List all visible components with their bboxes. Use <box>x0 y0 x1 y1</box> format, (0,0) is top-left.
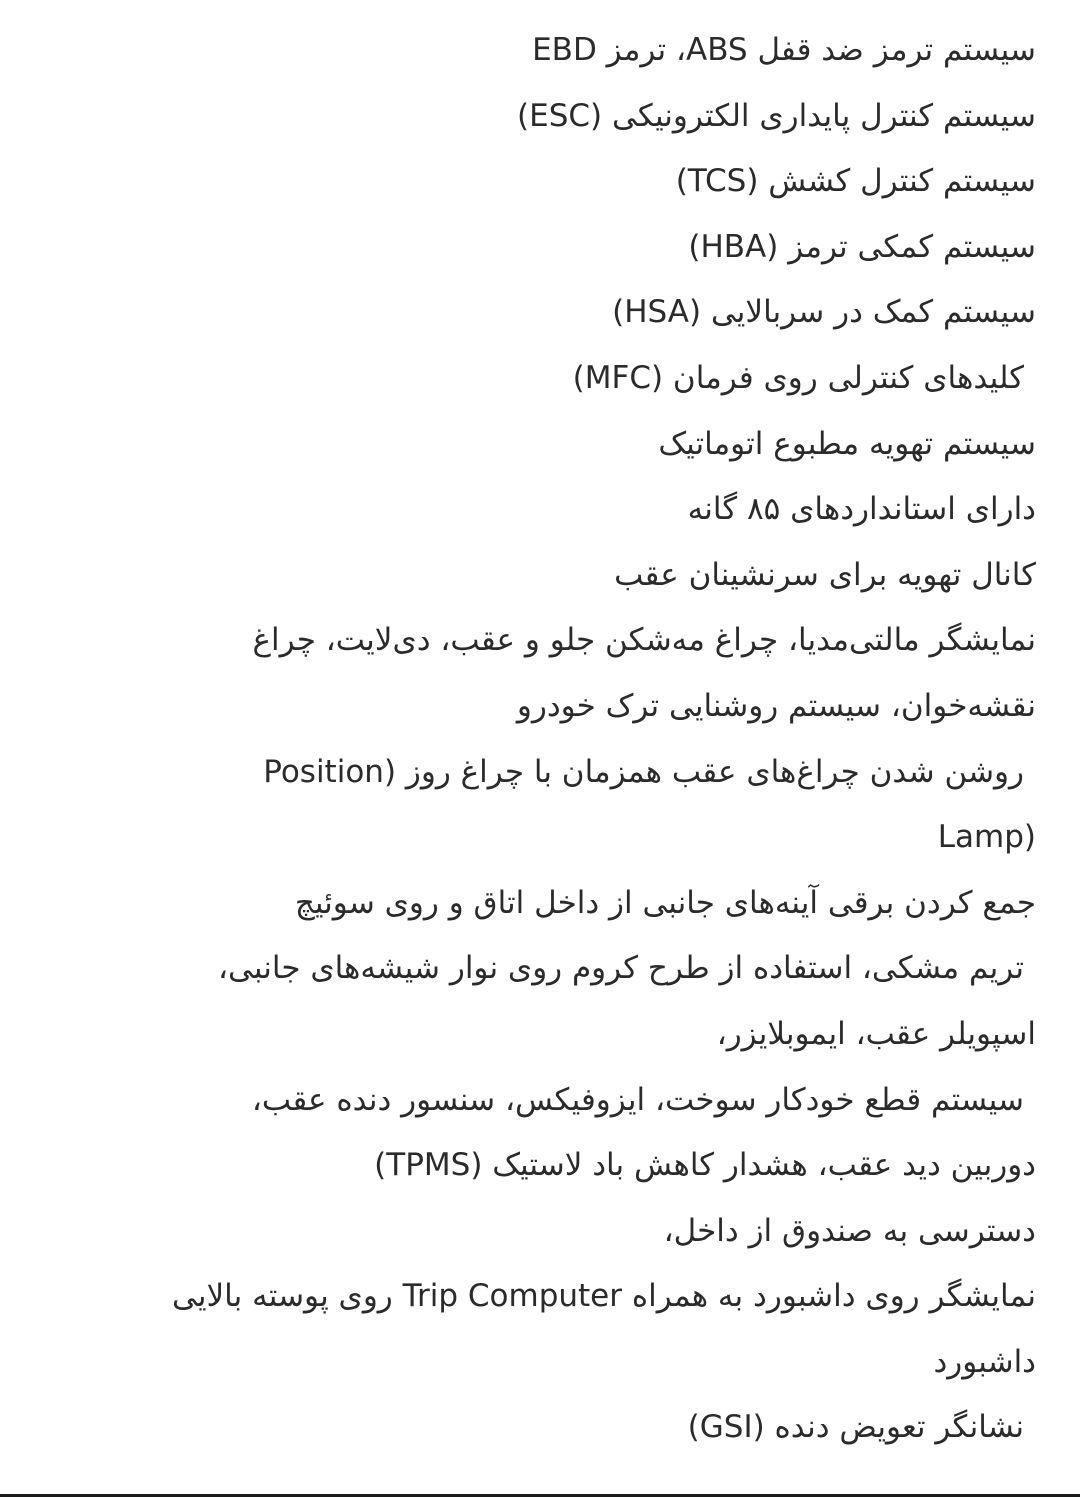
feature-line-auto-ac: سیستم تهویه مطبوع اتوماتیک <box>658 425 1036 462</box>
feature-line-hsa: سیستم کمک در سربالایی (HSA) <box>612 294 1036 331</box>
feature-line-tcs: سیستم کنترل کشش (TCS) <box>675 163 1036 200</box>
feature-line-abs-ebd: سیستم ترمز ضد قفل ABS، ترمز EBD <box>532 32 1036 68</box>
feature-line-mfc: کلیدهای کنترلی روی فرمان (MFC) <box>572 359 1024 396</box>
feature-line-trim-2: اسپویلر عقب، ایموبلایزر، <box>716 1015 1036 1052</box>
feature-line-position-lamp-2: Lamp) <box>937 819 1036 856</box>
feature-line-trunk-access: دسترسی به صندوق از داخل، <box>663 1212 1036 1249</box>
feature-line-standards: دارای استانداردهای ۸۵ گانه <box>687 491 1036 528</box>
feature-line-position-lamp-1: روشن شدن چراغ‌های عقب همزمان با چراغ روز (Position <box>263 753 1024 790</box>
feature-list-document <box>36 18 1036 1461</box>
feature-line-trip-computer-2: داشبورد <box>933 1343 1036 1380</box>
feature-line-mirrors: جمع کردن برقی آینه‌های جانبی از داخل اتاق و روی سوئیچ <box>294 884 1036 921</box>
feature-line-safety-2: دوربین دید عقب، هشدار کاهش باد لاستیک (TPMS) <box>374 1147 1036 1184</box>
feature-line-safety-1: سیستم قطع خودکار سوخت، ایزوفیکس، سنسور دنده عقب، <box>251 1081 1024 1118</box>
feature-line-hba: سیستم کمکی ترمز (HBA) <box>688 228 1036 265</box>
feature-line-trip-computer-1: نمایشگر روی داشبورد به همراه Trip Computer روی پوسته بالایی <box>172 1278 1036 1315</box>
feature-line-trim-1: تریم مشکی، استفاده از طرح کروم روی نوار شیشه‌های جانبی، <box>218 950 1024 987</box>
feature-line-esc: سیستم کنترل پایداری الکترونیکی (ESC) <box>517 97 1036 134</box>
feature-line-rear-vent: کانال تهویه برای سرنشینان عقب <box>614 556 1036 593</box>
feature-line-gsi: نشانگر تعویض دنده (GSI) <box>687 1409 1024 1446</box>
feature-line-lighting-1: نمایشگر مالتی‌مدیا، چراغ مه‌شکن جلو و عقب، دی‌لایت، چراغ <box>252 622 1036 659</box>
feature-line-lighting-2: نقشه‌خوان، سیستم روشنایی ترک خودرو <box>516 687 1036 724</box>
